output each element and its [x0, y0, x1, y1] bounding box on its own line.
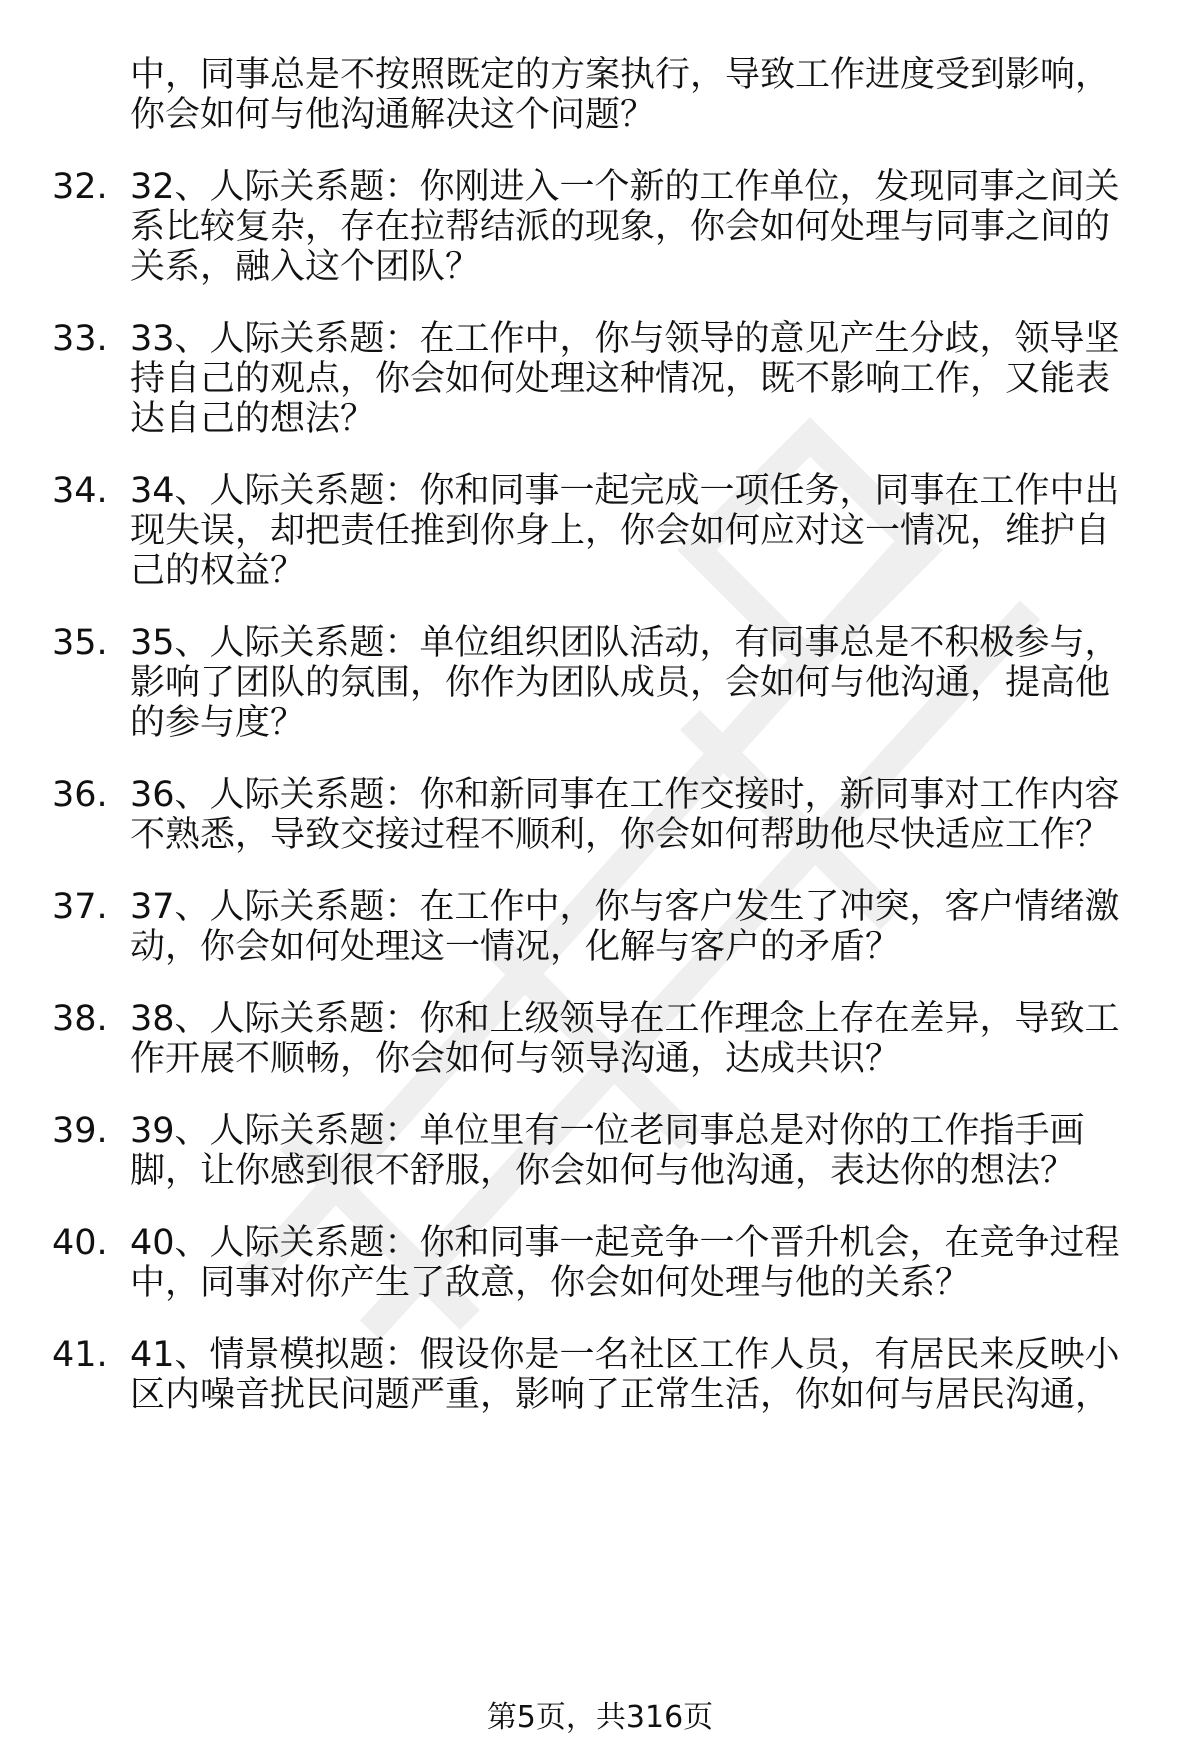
- question-line: 中，同事对你产生了敌意，你会如何处理与他的关系？: [130, 1263, 971, 1303]
- question-line: 32、人际关系题：你刚进入一个新的工作单位，发现同事之间关: [130, 167, 1120, 207]
- question-line: 动，你会如何处理这一情况，化解与客户的矛盾？: [130, 927, 901, 967]
- item-number: 34.: [52, 471, 108, 511]
- question-line: 关系，融入这个团队？: [130, 247, 481, 287]
- question-line: 系比较复杂，存在拉帮结派的现象，你会如何处理与同事之间的: [130, 207, 1111, 247]
- question-line: 己的权益？: [130, 551, 306, 591]
- item-number: 40.: [52, 1223, 108, 1263]
- item-number: 32.: [52, 167, 108, 207]
- question-line: 作开展不顺畅，你会如何与领导沟通，达成共识？: [130, 1039, 901, 1079]
- question-line: 的参与度？: [130, 703, 306, 743]
- question-line: 39、人际关系题：单位里有一位老同事总是对你的工作指手画: [130, 1111, 1085, 1151]
- item-number: 37.: [52, 887, 108, 927]
- item-number: 38.: [52, 999, 108, 1039]
- item-number: 33.: [52, 319, 108, 359]
- continuation-line: 你会如何与他沟通解决这个问题？: [130, 95, 656, 135]
- question-line: 不熟悉，导致交接过程不顺利，你会如何帮助他尽快适应工作？: [130, 815, 1111, 855]
- question-line: 38、人际关系题：你和上级领导在工作理念上存在差异，导致工: [130, 999, 1120, 1039]
- question-line: 33、人际关系题：在工作中，你与领导的意见产生分歧，领导坚: [130, 319, 1120, 359]
- question-line: 37、人际关系题：在工作中，你与客户发生了冲突，客户情绪激: [130, 887, 1120, 927]
- continuation-line: 中，同事总是不按照既定的方案执行，导致工作进度受到影响，: [130, 55, 1111, 95]
- question-line: 34、人际关系题：你和同事一起完成一项任务，同事在工作中出: [130, 471, 1120, 511]
- page-footer: 第5页，共316页: [486, 1700, 714, 1735]
- item-number: 41.: [52, 1335, 108, 1375]
- question-line: 持自己的观点，你会如何处理这种情况，既不影响工作，又能表: [130, 359, 1111, 399]
- question-line: 41、情景模拟题：假设你是一名社区工作人员，有居民来反映小: [130, 1335, 1120, 1375]
- question-line: 脚，让你感到很不舒服，你会如何与他沟通，表达你的想法？: [130, 1151, 1076, 1191]
- question-line: 36、人际关系题：你和新同事在工作交接时，新同事对工作内容: [130, 775, 1120, 815]
- question-line: 区内噪音扰民问题严重，影响了正常生活，你如何与居民沟通，: [130, 1375, 1111, 1415]
- question-line: 达自己的想法？: [130, 399, 376, 439]
- question-line: 35、人际关系题：单位组织团队活动，有同事总是不积极参与，: [130, 623, 1120, 663]
- item-number: 39.: [52, 1111, 108, 1151]
- item-number: 36.: [52, 775, 108, 815]
- question-line: 影响了团队的氛围，你作为团队成员，会如何与他沟通，提高他: [130, 663, 1111, 703]
- question-line: 40、人际关系题：你和同事一起竞争一个晋升机会，在竞争过程: [130, 1223, 1120, 1263]
- item-number: 35.: [52, 623, 108, 663]
- question-line: 现失误，却把责任推到你身上，你会如何应对这一情况，维护自: [130, 511, 1111, 551]
